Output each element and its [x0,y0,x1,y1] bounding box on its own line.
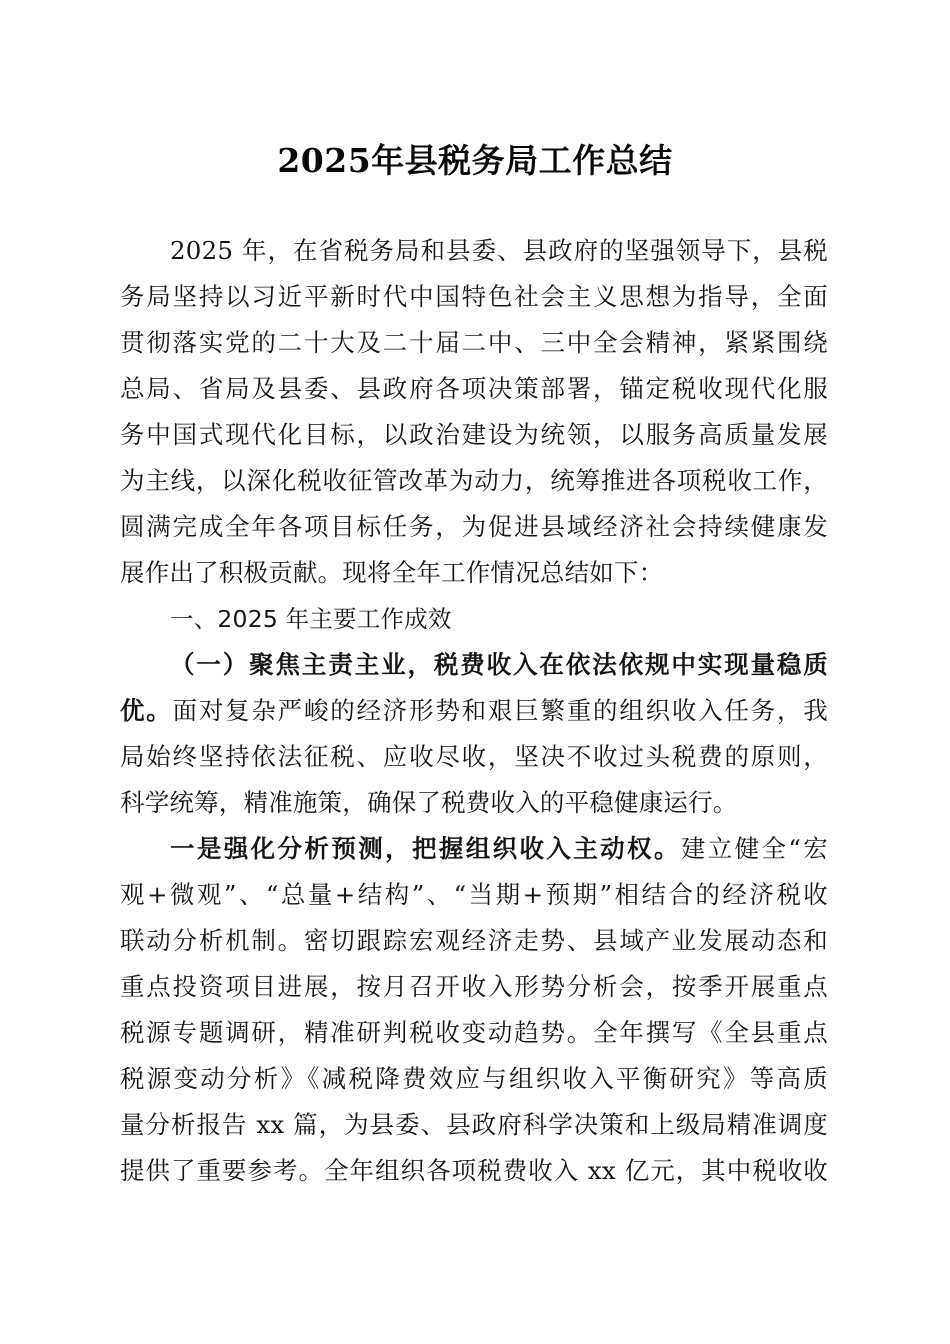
paragraph-text: 建立健全“宏 [680,834,828,863]
point-heading: 一是强化分析预测，把握组织收入主动权。 [170,834,681,863]
intro-line: 总局、省局及县委、县政府各项决策部署，锚定税收现代化服 [120,374,828,403]
subsection-heading-end: 优。 [120,696,173,725]
paragraph-line: 观+微观”、“总量+结构”、“当期+预期”相结合的经济税收 [120,880,828,909]
intro-line: 为主线，以深化税收征管改革为动力，统筹推进各项税收工作， [120,466,828,495]
paragraph-line: 提供了重要参考。全年组织各项税费收入 xx 亿元，其中税收收 [120,1156,828,1185]
intro-line: 务中国式现代化目标，以政治建设为统领，以服务高质量发展 [120,420,828,449]
paragraph-line: 科学统筹，精准施策，确保了税费收入的平稳健康运行。 [120,788,738,817]
paragraph-line: 税源专题调研，精准研判税收变动趋势。全年撰写《全县重点 [120,1018,828,1047]
subsection-heading: （一）聚焦主责主业，税费收入在依法依规中实现量稳质 [170,650,828,679]
intro-line: 务局坚持以习近平新时代中国特色社会主义思想为指导，全面 [120,282,828,311]
intro-line: 2025 年，在省税务局和县委、县政府的坚强领导下，县税 [170,236,828,265]
paragraph-line: 税源变动分析》《减税降费效应与组织收入平衡研究》等高质 [120,1064,828,1093]
intro-line: 展作出了积极贡献。现将全年工作情况总结如下： [120,558,664,587]
section-heading: 一、2025 年主要工作成效 [170,605,452,633]
paragraph-line: 量分析报告 xx 篇，为县委、县政府科学决策和上级局精准调度 [120,1110,828,1139]
paragraph-line [120,688,828,734]
intro-line: 圆满完成全年各项目标任务，为促进县域经济社会持续健康发 [120,512,828,541]
paragraph-line: 联动分析机制。密切跟踪宏观经济走势、县域产业发展动态和 [120,926,828,955]
paragraph-line: 重点投资项目进展，按月召开收入形势分析会，按季开展重点 [120,972,828,1001]
paragraph-line [170,826,828,872]
intro-line: 贯彻落实党的二十大及二十届二中、三中全会精神，紧紧围绕 [120,328,828,357]
paragraph-text: 面对复杂严峻的经济形势和艰巨繁重的组织收入任务，我 [172,696,828,725]
paragraph-line: 局始终坚持依法征税、应收尽收，坚决不收过头税费的原则， [120,742,828,771]
document-title: 2025年县税务局工作总结 [277,141,673,180]
